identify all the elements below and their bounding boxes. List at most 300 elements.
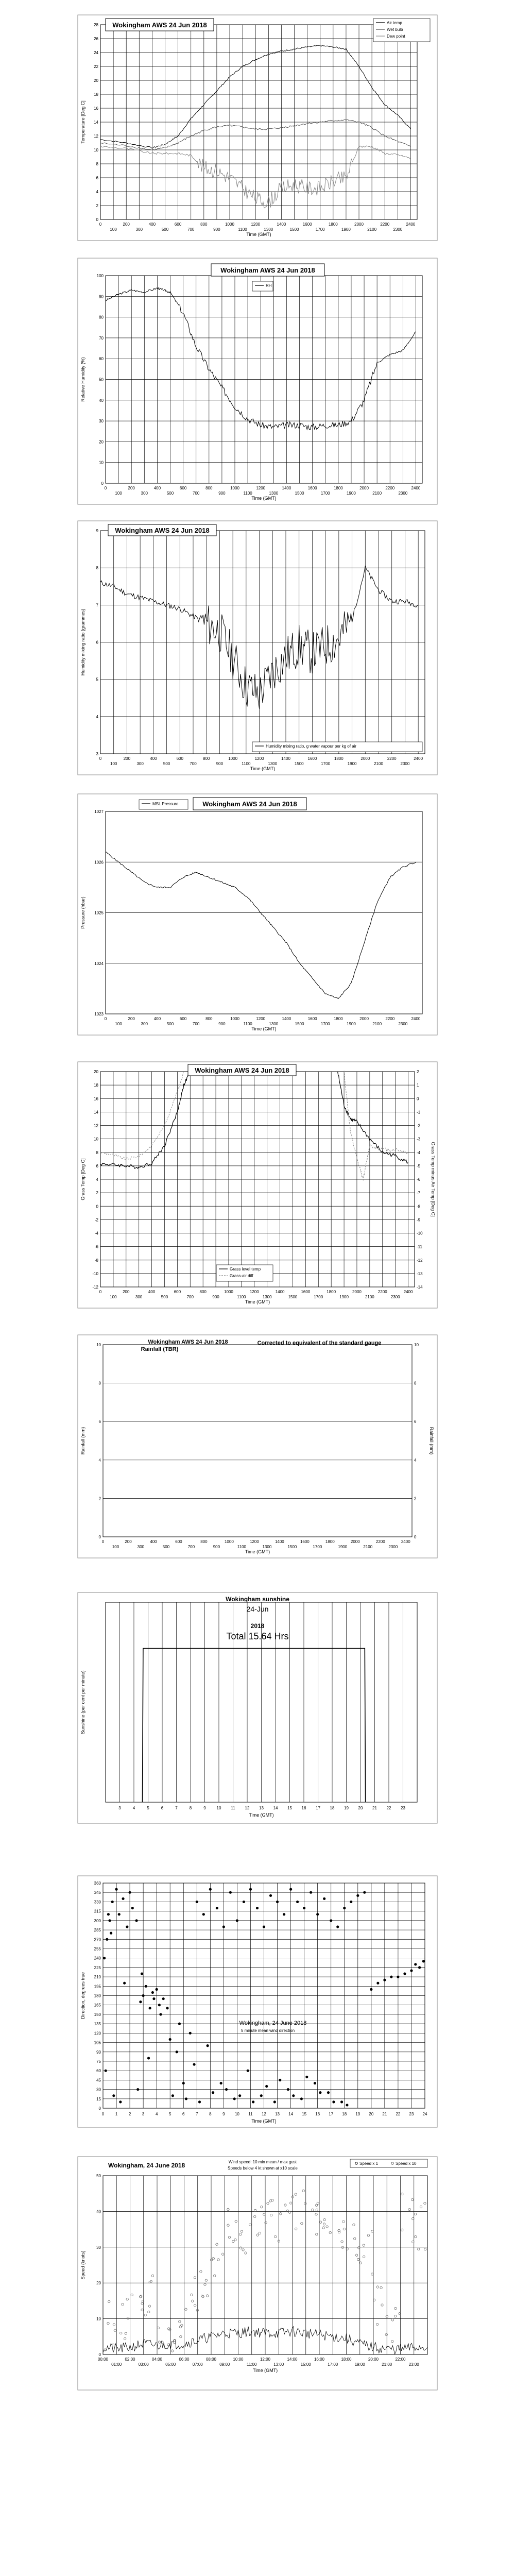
- speed-x10-point: [401, 2229, 403, 2231]
- gridlines: [106, 811, 422, 1014]
- x-tick-label: 23: [401, 1806, 405, 1810]
- x-tick-label: 1300: [268, 761, 278, 766]
- x-tick-label: 12: [245, 1806, 250, 1810]
- wind-direction-point: [283, 1913, 285, 1916]
- panel-border: [78, 15, 437, 241]
- x-tick-label: 900: [218, 1022, 226, 1026]
- wind-direction-point: [216, 1907, 218, 1909]
- x-tick-label: 900: [213, 227, 220, 232]
- wind-direction-point: [118, 1913, 121, 1916]
- x-tick-label: 1400: [282, 1016, 291, 1021]
- panel-border: [78, 1335, 437, 1558]
- wind-direction-point: [414, 1963, 417, 1965]
- y-tick-label: 4: [96, 1177, 98, 1182]
- x-tick-label: 14:00: [287, 2357, 298, 2362]
- x-tick-label: 800: [205, 1016, 213, 1021]
- wind-direction-point: [289, 1888, 292, 1891]
- x-tick-label: 17: [316, 1806, 320, 1810]
- y2-tick-label: 2: [417, 1070, 419, 1074]
- y-tick-label: 330: [94, 1900, 101, 1905]
- y-tick-label: 165: [94, 2003, 101, 2008]
- y-tick-label: 2: [96, 204, 98, 208]
- x-tick-label: 100: [115, 491, 122, 496]
- legend-label: Humidity mixing ratio, g water vapour per kg of air: [266, 744, 357, 749]
- speed-x10-point: [316, 2209, 318, 2211]
- y-tick-label: 18: [94, 1083, 98, 1088]
- x-tick-label: 1200: [256, 486, 266, 490]
- speed-x10-point: [205, 2279, 207, 2281]
- x-tick-label: 600: [179, 486, 187, 490]
- y-tick-label: 70: [99, 335, 104, 341]
- y-tick-label: 360: [94, 1881, 101, 1886]
- wind-direction-point: [176, 2050, 178, 2053]
- speed-x10-point: [291, 2196, 294, 2198]
- wind-direction-point: [233, 2097, 236, 2100]
- y-tick-label: 50: [96, 2174, 101, 2178]
- x-tick-label: 700: [190, 761, 197, 766]
- x-tick-label: 1600: [307, 756, 317, 761]
- wind-direction-point: [343, 1907, 346, 1909]
- y-tick-label: 100: [96, 274, 104, 278]
- gridlines: [100, 1072, 415, 1287]
- y-tick-label: 8: [96, 566, 98, 571]
- y-tick-label: 1025: [94, 910, 104, 916]
- x-tick-label: 1100: [243, 1022, 252, 1026]
- speed-x10-point: [301, 2222, 303, 2224]
- x-tick-label: 1700: [313, 1545, 322, 1549]
- y-tick-label: 4: [96, 190, 98, 194]
- y2-tick-label: -5: [417, 1163, 421, 1168]
- legend-label: Wet bulb: [387, 27, 403, 32]
- x-tick-label: 400: [150, 1539, 157, 1544]
- chart-year: 2018: [250, 1622, 265, 1630]
- y-tick-label: 6: [98, 1419, 101, 1425]
- y-tick-label: 0: [101, 481, 104, 486]
- wind-direction-point: [131, 1907, 134, 1909]
- speed-x10-point: [227, 2224, 229, 2226]
- y-tick-label: 14: [94, 120, 98, 125]
- x-tick-label: 0: [99, 222, 102, 227]
- speed-x10-point: [206, 2295, 208, 2297]
- legend-label: Air temp: [387, 21, 402, 25]
- x-tick-label: 14: [288, 2112, 294, 2116]
- plot-frame: [103, 1345, 412, 1537]
- y-tick-label: 0: [96, 1204, 98, 1209]
- speed-x10-point: [180, 2335, 182, 2337]
- chart-title-box: [106, 19, 214, 31]
- x-axis-label: Time (GMT): [245, 1299, 270, 1304]
- x-tick-label: 2000: [352, 1290, 362, 1294]
- y-tick-label: 105: [94, 2040, 101, 2045]
- x-tick-label: 1700: [320, 491, 330, 496]
- x-tick-label: 1200: [256, 1016, 266, 1021]
- wind-direction-point: [158, 2004, 161, 2006]
- wind-direction-point: [171, 2094, 174, 2097]
- wind-direction-point: [209, 1888, 212, 1891]
- chart-title: Wokingham AWS 24 Jun 2018: [195, 1066, 289, 1074]
- x-tick-label: 1900: [347, 761, 357, 766]
- x-tick-label: 1200: [254, 756, 264, 761]
- x-tick-label: 300: [141, 491, 148, 496]
- speed-x10-point: [221, 2253, 224, 2255]
- wind-direction-point: [340, 2100, 343, 2103]
- speed-x10-point: [363, 2256, 365, 2258]
- y2-tick-label: -13: [417, 1271, 423, 1276]
- wind-direction-point: [397, 1975, 399, 1978]
- chart-subtitle: 24-Jun: [246, 1605, 269, 1613]
- x-tick-label: 1500: [287, 1545, 297, 1549]
- wind-direction-chart: [77, 1875, 438, 2128]
- speed-x10-point: [358, 2247, 360, 2249]
- wind-direction-point: [279, 2079, 281, 2081]
- y2-tick-label: 1: [417, 1083, 419, 1088]
- x-tick-label: 2400: [401, 1539, 410, 1544]
- x-tick-label: 11: [248, 2112, 253, 2116]
- wind-direction-point: [108, 1919, 111, 1922]
- speed-x10-point: [391, 2340, 393, 2342]
- chart-title: Wokingham sunshine: [226, 1596, 289, 1603]
- x-tick-label: 2400: [403, 1290, 413, 1294]
- y-tick-label: 4: [96, 714, 98, 719]
- wind-direction-point: [410, 1969, 413, 1972]
- speed-x10-point: [338, 2229, 340, 2231]
- chart-title-box: [188, 1064, 296, 1076]
- y-tick-label: 2: [96, 1191, 98, 1196]
- x-tick-label: 1300: [262, 1295, 272, 1299]
- x-tick-label: 4: [155, 2112, 158, 2116]
- speed-x10-point: [232, 2240, 234, 2242]
- wind-direction-point: [110, 1932, 112, 1935]
- wind-direction-point: [156, 1988, 158, 1991]
- x-tick-label: 2200: [380, 222, 390, 227]
- speed-x10-point: [380, 2286, 382, 2289]
- legend-label: Grass level temp: [230, 1267, 261, 1272]
- speed-x10-point: [267, 2202, 269, 2204]
- speed-x10-point: [249, 2224, 251, 2226]
- x-tick-label: 600: [179, 1016, 187, 1021]
- speed-x10-point: [341, 2246, 344, 2248]
- wind-direction-point: [287, 2088, 289, 2091]
- y2-axis-label: Grass Temp minus Air Temp [Deg C]: [431, 1142, 436, 1217]
- temperature-chart-panel: [77, 14, 438, 241]
- y-tick-label: 45: [96, 2078, 101, 2083]
- x-tick-label: 15: [302, 2112, 307, 2116]
- y-tick-label: 10: [96, 2316, 101, 2321]
- pressure-chart-panel: [77, 793, 438, 1036]
- x-tick-label: 1000: [225, 222, 234, 227]
- speed-x10-point: [401, 2193, 403, 2195]
- x-axis-label: Time (GMT): [252, 2368, 278, 2373]
- wind-direction-point: [149, 2007, 151, 2009]
- x-tick-label: 500: [162, 1545, 170, 1549]
- x-tick-label: 21: [382, 2112, 387, 2116]
- speed-x10-point: [158, 2341, 160, 2343]
- wind-direction-point: [336, 1925, 339, 1928]
- x-tick-label: 2300: [388, 1545, 398, 1549]
- speed-x10-point: [295, 2228, 297, 2230]
- x-tick-label: 1200: [249, 1539, 259, 1544]
- x-tick-label: 2000: [350, 1539, 360, 1544]
- speed-x10-point: [194, 2277, 196, 2279]
- x-tick-label: 400: [153, 486, 161, 490]
- y-tick-label: -2: [94, 1217, 98, 1223]
- y-tick-label: 6: [96, 640, 98, 645]
- y-tick-label: 10: [99, 460, 104, 465]
- x-tick-label: 7: [196, 2112, 198, 2116]
- y2-tick-label: 8: [414, 1381, 417, 1386]
- x-tick-label: 1300: [262, 1545, 272, 1549]
- x-tick-label: 3: [142, 2112, 145, 2116]
- speed-x10-point: [319, 2221, 321, 2223]
- x-tick-label: 18: [342, 2112, 347, 2116]
- y-tick-label: 225: [94, 1965, 101, 1970]
- x-tick-label: 800: [203, 756, 210, 761]
- x-tick-label: 400: [148, 222, 156, 227]
- y2-tick-label: -6: [417, 1177, 421, 1182]
- y-tick-label: 1026: [94, 860, 104, 865]
- wind-direction-point: [178, 2023, 181, 2025]
- wind-direction-point: [107, 1913, 110, 1916]
- y-tick-label: 135: [94, 2022, 101, 2027]
- y-axis-label: Temperature [Deg C]: [80, 100, 85, 144]
- speed-x10-point: [196, 2309, 198, 2311]
- x-tick-label: 16: [315, 2112, 320, 2116]
- wind-direction-point: [122, 1897, 124, 1900]
- series-line-sunshine: [143, 1649, 366, 1803]
- y-tick-label: 180: [94, 1993, 101, 1998]
- x-tick-label: 2200: [385, 1016, 395, 1021]
- speed-x10-point: [270, 2214, 272, 2216]
- x-tick-label: 18: [330, 1806, 335, 1810]
- y-tick-label: 195: [94, 1984, 101, 1989]
- wind-direction-point: [276, 1901, 279, 1903]
- speed-x10-point: [131, 2294, 133, 2296]
- wind-direction-point: [303, 1907, 305, 1909]
- x-tick-label: 900: [213, 1545, 220, 1549]
- speed-x10-point: [408, 2208, 410, 2210]
- x-tick-label: 02:00: [125, 2357, 135, 2362]
- y-tick-label: 90: [96, 2049, 101, 2055]
- speed-x10-point: [381, 2304, 383, 2306]
- speed-x10-point: [212, 2258, 214, 2260]
- speed-x10-point: [418, 2248, 420, 2250]
- x-tick-label: 0: [99, 756, 102, 761]
- x-tick-label: 2400: [411, 1016, 421, 1021]
- speed-x10-point: [323, 2218, 325, 2221]
- y-tick-label: 1024: [94, 961, 104, 966]
- x-tick-label: 300: [136, 761, 144, 766]
- x-tick-label: 0: [104, 486, 107, 490]
- y-tick-label: 8: [98, 1381, 101, 1386]
- temperature-chart: [77, 14, 438, 241]
- speed-x10-point: [323, 2223, 325, 2225]
- wind-speed-chart: [77, 2156, 438, 2391]
- speed-x10-point: [217, 2259, 219, 2261]
- x-tick-label: 2000: [354, 222, 364, 227]
- x-tick-label: 06:00: [179, 2357, 190, 2362]
- speed-x10-point: [114, 2329, 116, 2331]
- x-tick-label: 19:00: [354, 2362, 365, 2367]
- x-tick-label: 1900: [339, 1295, 349, 1299]
- x-tick-label: 20: [358, 1806, 363, 1810]
- y-tick-label: 14: [94, 1110, 98, 1115]
- x-tick-label: 400: [148, 1290, 156, 1294]
- x-tick-label: 600: [174, 222, 182, 227]
- y2-tick-label: 4: [414, 1458, 417, 1463]
- x-tick-label: 09:00: [219, 2362, 230, 2367]
- legend-label: Dew point: [387, 34, 405, 39]
- x-tick-label: 20:00: [368, 2357, 379, 2362]
- y-tick-label: 2: [98, 1496, 101, 1501]
- gridlines: [106, 276, 422, 483]
- x-tick-label: 13: [275, 2112, 280, 2116]
- speed-x10-point: [148, 2311, 150, 2313]
- speed-x10-point: [271, 2199, 273, 2201]
- grass-temp-chart: [77, 1061, 438, 1309]
- x-tick-label: 05:00: [165, 2362, 176, 2367]
- x-tick-label: 10: [234, 2112, 239, 2116]
- series-line-pressure: [106, 852, 416, 999]
- y-tick-label: 22: [94, 64, 98, 69]
- x-tick-label: 10:00: [233, 2357, 244, 2362]
- wind-direction-point: [350, 1901, 352, 1903]
- y-tick-label: 7: [96, 603, 98, 608]
- speed-x10-point: [394, 2307, 397, 2309]
- speed-x10-point: [126, 2298, 128, 2300]
- x-axis-label: Time (GMT): [250, 766, 276, 771]
- x-tick-label: 15:00: [300, 2362, 311, 2367]
- x-tick-label: 800: [200, 1539, 208, 1544]
- y-tick-label: 3: [96, 752, 98, 756]
- speed-x10-point: [371, 2273, 373, 2275]
- x-axis-label: Time (GMT): [246, 232, 271, 237]
- y-tick-label: -8: [94, 1258, 98, 1263]
- wind-direction-point: [111, 1901, 114, 1903]
- x-tick-label: 200: [125, 1539, 132, 1544]
- wind-direction-point: [196, 1901, 198, 1903]
- wind-direction-point: [189, 2032, 192, 2035]
- wind-direction-point: [105, 2070, 107, 2072]
- speed-x10-point: [254, 2209, 256, 2211]
- legend: [252, 281, 273, 291]
- wind-direction-chart-panel: [77, 1875, 438, 2128]
- x-axis-label: Time (GMT): [251, 496, 277, 501]
- speed-x10-point: [241, 2230, 243, 2232]
- y-axis-label: Humidity mixing ratio (grammes): [80, 608, 85, 676]
- x-tick-label: 2200: [387, 756, 397, 761]
- y-tick-label: 40: [96, 2209, 101, 2214]
- x-tick-label: 700: [193, 491, 200, 496]
- x-tick-label: 1600: [301, 1290, 311, 1294]
- x-tick-label: 4: [132, 1806, 135, 1810]
- y-tick-label: 1023: [94, 1012, 104, 1016]
- y2-tick-label: -10: [417, 1231, 423, 1236]
- x-tick-label: 400: [150, 756, 157, 761]
- chart-title: Wokingham AWS 24 Jun 2018: [148, 1339, 228, 1345]
- speed-x10-point: [141, 2302, 143, 2304]
- speed-x10-point: [242, 2249, 244, 2251]
- y-tick-label: 80: [99, 315, 104, 320]
- x-tick-label: 00:00: [97, 2357, 109, 2362]
- x-tick-label: 500: [166, 1022, 174, 1026]
- x-tick-label: 8: [209, 2112, 212, 2116]
- x-tick-label: 0: [101, 1539, 105, 1544]
- wind-direction-point: [260, 2094, 263, 2097]
- wind-direction-point: [346, 2104, 348, 2106]
- y-tick-label: 18: [94, 92, 98, 97]
- speed-x10-point: [127, 2317, 129, 2319]
- speed-x10-point: [108, 2300, 110, 2302]
- wind-direction-point: [269, 1894, 272, 1897]
- speed-x10-point: [144, 2314, 146, 2316]
- y-axis-label: Pressure (hbar): [80, 896, 85, 929]
- y-tick-label: 345: [94, 1890, 101, 1895]
- y-tick-label: 16: [94, 1096, 98, 1101]
- x-tick-label: 3: [118, 1806, 121, 1810]
- y-tick-label: 315: [94, 1909, 101, 1914]
- speed-x10-point: [204, 2283, 206, 2285]
- y2-tick-label: -7: [417, 1191, 421, 1196]
- x-tick-label: 2400: [414, 756, 423, 761]
- speed-x10-point: [371, 2230, 373, 2232]
- x-tick-label: 1700: [314, 1295, 323, 1299]
- x-tick-label: 2: [128, 2112, 131, 2116]
- chart-title: Wokingham AWS 24 Jun 2018: [220, 266, 315, 274]
- x-tick-label: 200: [123, 1290, 130, 1294]
- x-tick-label: 1000: [224, 1539, 234, 1544]
- speed-x10-point: [290, 2202, 292, 2204]
- wind-direction-point: [327, 2091, 330, 2094]
- speed-x10-point: [148, 2305, 150, 2307]
- speed-x10-point: [141, 2309, 143, 2311]
- y-tick-label: 4: [98, 1458, 101, 1463]
- speed-x10-point: [302, 2190, 304, 2192]
- x-tick-label: 1: [115, 2112, 118, 2116]
- speed-x10-point: [263, 2213, 265, 2215]
- x-tick-label: 2400: [411, 486, 421, 490]
- x-tick-label: 18:00: [341, 2357, 352, 2362]
- speed-x10-point: [385, 2333, 387, 2335]
- x-tick-label: 2100: [372, 491, 382, 496]
- x-tick-label: 22: [396, 2112, 401, 2116]
- x-axis-label: Time (GMT): [249, 1812, 274, 1818]
- wind-direction-point: [139, 2001, 142, 2003]
- wind-direction-point: [236, 1919, 238, 1922]
- y-tick-label: 16: [94, 106, 98, 111]
- x-tick-label: 1900: [347, 491, 356, 496]
- y-axis-label: Direction, degrees true: [80, 1972, 85, 2020]
- x-tick-label: 100: [110, 1295, 117, 1299]
- x-tick-label: 1500: [295, 491, 304, 496]
- x-tick-label: 10: [216, 1806, 221, 1810]
- speed-x10-point: [343, 2228, 345, 2230]
- x-tick-label: 1000: [230, 1016, 239, 1021]
- wind-direction-point: [166, 2007, 168, 2009]
- x-tick-label: 200: [128, 486, 135, 490]
- x-tick-label: 800: [200, 222, 208, 227]
- x-tick-label: 1800: [333, 1016, 343, 1021]
- wind-direction-point: [422, 1960, 425, 1962]
- wind-direction-point: [247, 2070, 249, 2072]
- wind-direction-point: [300, 2097, 303, 2100]
- x-tick-label: 0: [99, 1290, 102, 1294]
- y-axis-label: Grass Temp [Deg C]: [80, 1158, 85, 1200]
- x-tick-label: 200: [123, 222, 130, 227]
- y2-tick-label: 6: [414, 1419, 417, 1425]
- wind-direction-point: [147, 2057, 150, 2059]
- legend-label: MSL Pressure: [152, 802, 179, 806]
- y-tick-label: 10: [94, 148, 98, 152]
